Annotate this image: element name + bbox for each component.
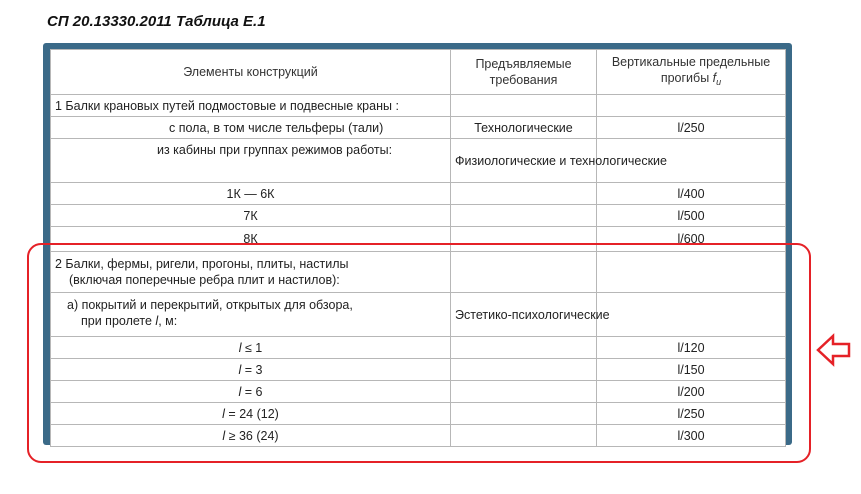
span-deflection: l/300 (597, 425, 786, 447)
span-symbol: l (238, 384, 242, 399)
header-deflection-symbol: f (712, 71, 717, 85)
left-arrow-icon (816, 333, 852, 367)
header-deflection-text: Вертикальные предельные прогибы (611, 55, 771, 85)
span-condition-text: = 24 (12) (224, 406, 279, 421)
row-a-line2-after: , м: (158, 314, 178, 328)
row-floor-requirement: Технологические (451, 117, 597, 139)
highlight-box (27, 243, 811, 463)
row-a-line1: а) покрытий и перекрытий, открытых для обзора, (67, 298, 353, 312)
table-cell (451, 183, 597, 205)
span-deflection: l/200 (597, 381, 786, 403)
span-condition-text: ≥ 36 (24) (225, 428, 279, 443)
table-cell (451, 205, 597, 227)
row-a-line2-symbol: l (155, 314, 159, 328)
row-7k-deflection: l/500 (597, 205, 786, 227)
row-floor-element: с пола, в том числе тельферы (тали) (51, 117, 451, 139)
header-elements: Элементы конструкций (51, 50, 451, 95)
span-symbol: l (238, 340, 242, 355)
row-cabin-element: из кабины при группах режимов работы: (51, 139, 451, 183)
span-symbol: l (222, 428, 226, 443)
section2-heading-line2: (включая поперечные ребра плит и настилов): (69, 273, 340, 287)
row-floor-deflection: l/250 (597, 117, 786, 139)
row-a-requirement: Эстетико-психологические (451, 293, 597, 337)
span-symbol: l (238, 362, 242, 377)
table-cell (451, 95, 597, 117)
header-deflection (597, 50, 786, 95)
span-condition-text: = 3 (241, 362, 263, 377)
table-row (51, 95, 786, 117)
table-row (51, 139, 786, 183)
row-cabin-requirement: Физиологические и технологические (451, 139, 597, 183)
page-title: СП 20.13330.2011 Таблица Е.1 (47, 13, 266, 30)
table-cell (597, 95, 786, 117)
row-1k6k-element: 1К — 6К (51, 183, 451, 205)
row-8k-deflection: l/600 (597, 227, 786, 252)
span-deflection: l/120 (597, 337, 786, 359)
header-requirements: Предъявляемые требования (451, 50, 597, 95)
table-row (51, 117, 786, 139)
row-a-line2-before: при пролете (81, 314, 156, 328)
span-deflection: l/250 (597, 403, 786, 425)
header-row (51, 50, 786, 95)
span-symbol: l (222, 406, 225, 421)
span-condition-text: ≤ 1 (241, 340, 263, 355)
table-row (51, 183, 786, 205)
row-7k-element: 7К (51, 205, 451, 227)
span-condition-text: = 6 (241, 384, 263, 399)
span-deflection: l/150 (597, 359, 786, 381)
table-row (51, 205, 786, 227)
section2-heading-line1: 2 Балки, фермы, ригели, прогоны, плиты, настилы (55, 257, 349, 271)
section1-heading: 1 Балки крановых путей подмостовые и подвесные краны : (51, 95, 451, 117)
header-deflection-subscript: u (716, 77, 722, 87)
row-1k6k-deflection: l/400 (597, 183, 786, 205)
row-8k-element: 8К (51, 227, 451, 252)
